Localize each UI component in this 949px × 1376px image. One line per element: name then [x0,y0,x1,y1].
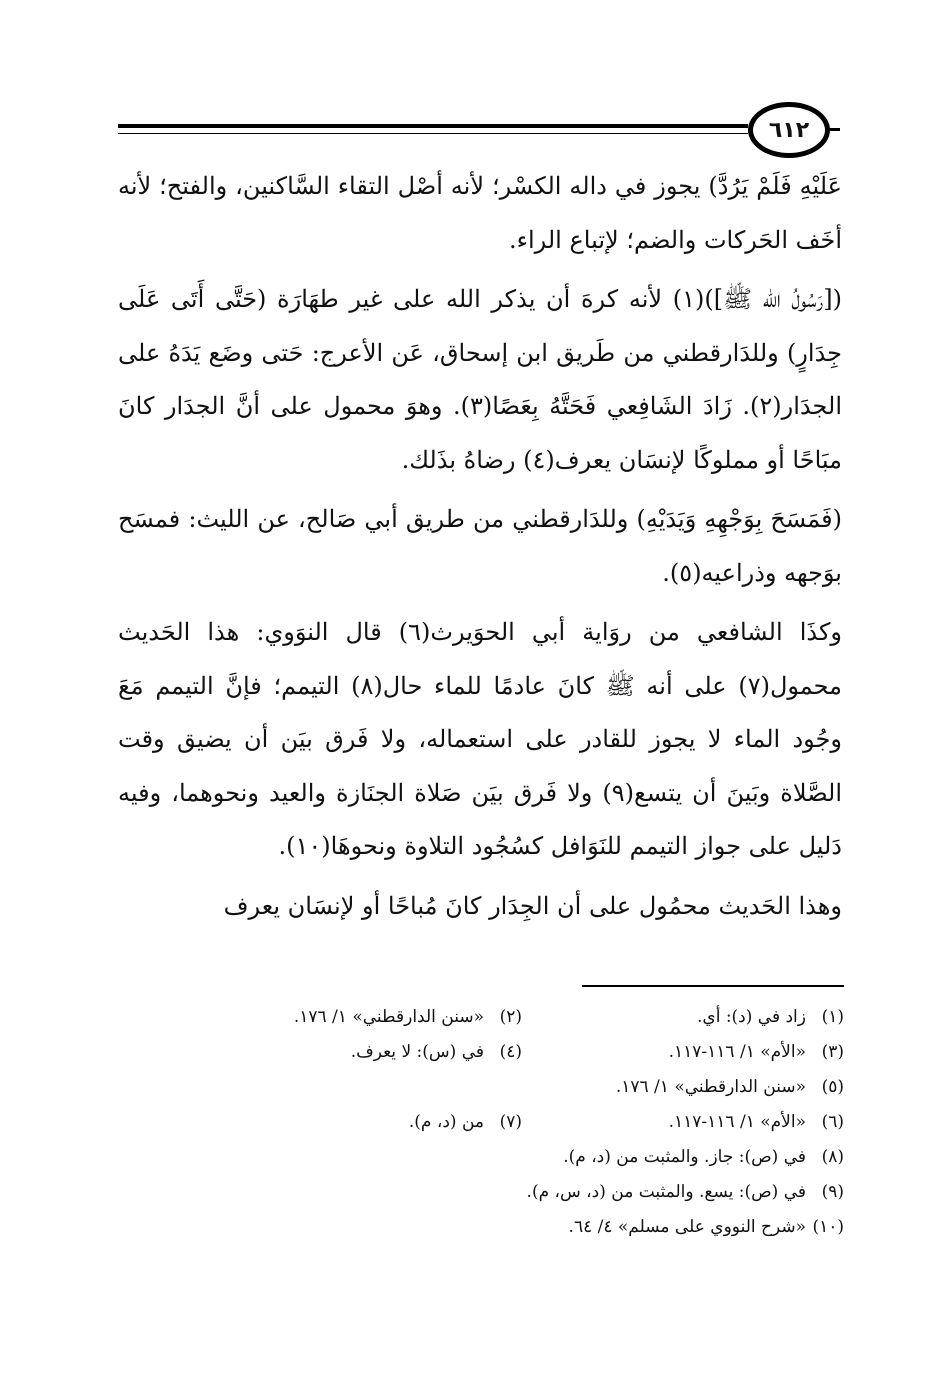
footnote [200,1140,844,1175]
footnote-row [200,1035,844,1070]
footnote-number: (٥) [821,1077,844,1097]
footnote-text: في (س): لا يعرف. [350,1042,484,1062]
footnote-number: (١) [821,1007,844,1027]
footnote-text: «الأم» ١/ ١١٦-١١٧. [668,1042,806,1062]
footnote-row [200,1070,844,1105]
footnote [200,1210,844,1245]
footnote-text: من (د، م). [408,1112,484,1132]
footnote-row [200,1140,844,1175]
footnote-text: في (ص): جاز. والمثبت من (د، م). [563,1147,806,1167]
footnote [522,1000,844,1035]
footnote-number: (٣) [821,1042,844,1062]
footnote-text: «سنن الدارقطني» ١/ ١٧٦. [615,1077,806,1097]
footnote-row [200,1175,844,1210]
footnote [200,1035,522,1070]
footnote-number: (١٠) [812,1217,844,1237]
footnote-text: «الأم» ١/ ١١٦-١١٧. [668,1112,806,1132]
footnote [200,1175,844,1210]
paragraph: ([رَسُولُ الله ﷺ])(١) لأنه كرهَ أن يذكر الله على غير طهَارَة (حَتَّى أَتَى عَلَى جِدَارٍ) وللدَارقطني من طَريق ابن إسحاق، عَن الأعرج: حَتى وضَع يَدَهُ على الجدَار(٢). زَادَ الشَافِعي فَحَتَّهُ بِعَصًا(٣). وهوَ محمول على أنَّ الجدَار كانَ مبَاحًا أو مملوكًا لإنسَان يعرف(٤) رضاهُ بذَلك. [118,285,842,474]
footnote-row [200,1000,844,1035]
paragraph: وكذَا الشافعي من روَاية أبي الحوَيرث(٦) قال النوَوي: هذا الحَديث محمول(٧) على أنه ﷺ كانَ عادمًا للماء حال(٨) التيمم؛ فإنَّ التيمم مَعَ وجُود الماء لا يجوز للقادر على استعماله، ولا فَرق بيَن أن يضيق وقت الصَّلاة وبَينَ أن يتسع(٩) ولا فَرق بيَن صَلاة الجنَازة والعيد ونحوهما، وفيه دَليل على جواز التيمم للنَوَافل كسُجُود التلاوة ونحوهَا(١٠). [118,618,843,860]
footnote-number: (٤) [499,1042,522,1062]
footnote-number: (٧) [499,1112,522,1132]
paragraph: (فَمَسَحَ بِوَجْهِهِ وَيَدَيْهِ) وللدَارقطني من طريق أبي صَالح، عن الليث: فمسَح بوَجهه وذراعيه(٥). [118,505,842,587]
footnote [200,1105,522,1140]
badge-tail [828,128,840,131]
footnote-number: (٩) [821,1182,844,1202]
footnote-number: (٢) [499,1007,522,1027]
header-rule-thin [118,133,748,134]
paragraph: وهذا الحَديث محمُول على أن الجِدَار كانَ مُباحًا أو لإنسَان يعرف [223,891,842,920]
footnote-text: في (ص): يسع. والمثبت من (د، س، م). [526,1182,806,1202]
footnote-text: «سنن الدارقطني» ١/ ١٧٦. [293,1007,484,1027]
page-header [118,100,838,162]
main-text [118,160,842,933]
footnote [522,1105,844,1140]
footnote [522,1035,844,1070]
footnote-number: (٨) [821,1147,844,1167]
footnote-row [200,1210,844,1245]
header-rule [118,124,748,128]
footnote-text: زاد في (د): أي. [696,1007,806,1027]
footnote-number: (٦) [821,1112,844,1132]
footnote-separator [582,985,844,987]
footnote [200,1000,522,1035]
footnote-row [200,1105,844,1140]
paragraph: عَلَيْهِ فَلَمْ يَرُدَّ) يجوز في داله الكسْر؛ لأنه أصْل التقاء السَّاكنين، والفتح؛ لأنه أخَف الحَركات والضم؛ لإتباع الراء. [118,172,842,254]
footnotes [200,1000,844,1245]
footnote [200,1070,844,1105]
footnote-text: «شرح النووي على مسلم» ٤/ ٦٤. [568,1217,806,1237]
page-number-badge [742,100,838,162]
page-number: ٦١٢ [748,102,830,158]
